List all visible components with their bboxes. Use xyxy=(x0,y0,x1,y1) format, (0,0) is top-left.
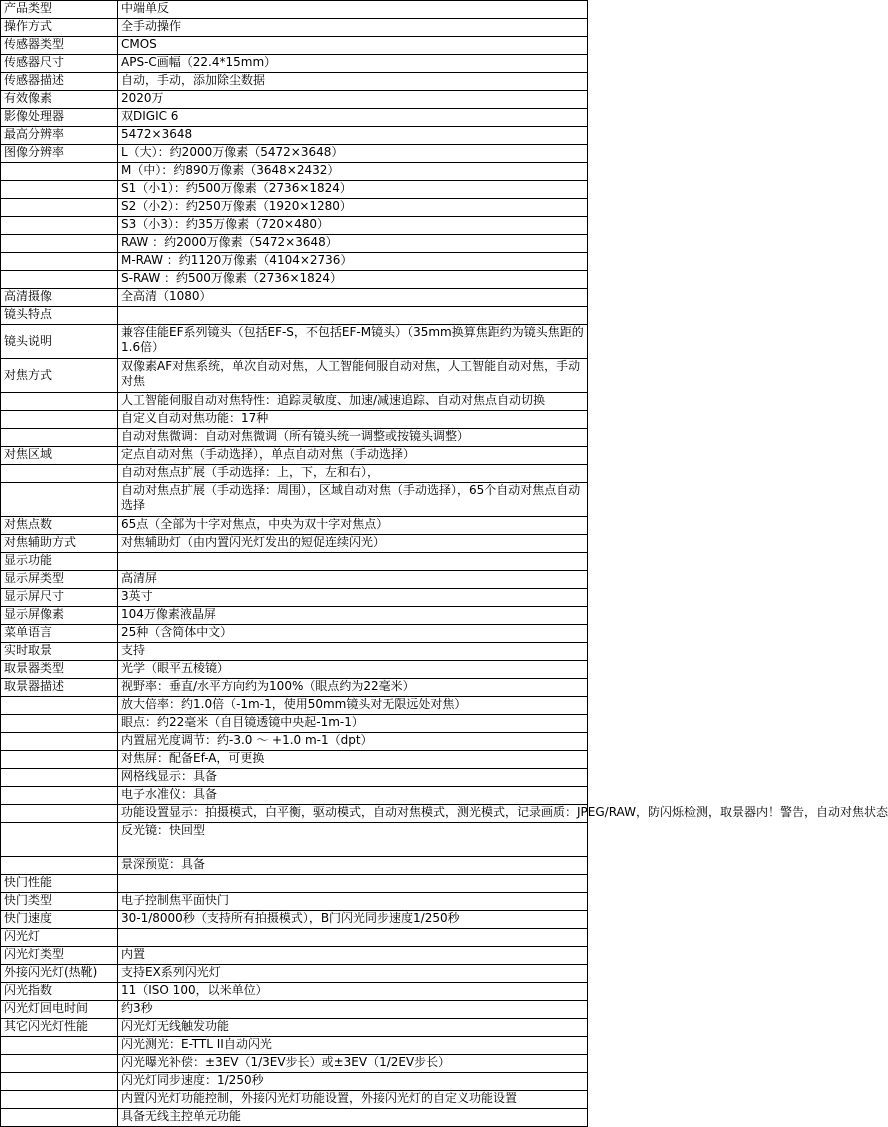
spec-label: 操作方式 xyxy=(1,19,118,37)
table-row xyxy=(1,145,588,163)
spec-value: 全手动操作 xyxy=(118,19,588,37)
spec-label: 快门类型 xyxy=(1,893,118,911)
table-row xyxy=(1,163,588,181)
spec-value: 兼容佳能EF系列镜头（包括EF-S，不包括EF-M镜头）（35mm换算焦距约为镜头焦距的1.6倍） xyxy=(118,325,588,359)
spec-label: 其它闪光灯性能 xyxy=(1,1019,118,1037)
spec-value: 双DIGIC 6 xyxy=(118,109,588,127)
spec-label: 对焦点数 xyxy=(1,517,118,535)
spec-value: 闪光曝光补偿：±3EV（1/3EV步长）或±3EV（1/2EV步长） xyxy=(118,1055,588,1073)
spec-label: 闪光灯类型 xyxy=(1,947,118,965)
spec-label xyxy=(1,1091,118,1109)
table-row xyxy=(1,715,588,733)
spec-value: 放大倍率：约1.0倍（-1m-1，使用50mm镜头对无限远处对焦） xyxy=(118,697,588,715)
table-row xyxy=(1,127,588,145)
table-row xyxy=(1,253,588,271)
spec-value: 5472×3648 xyxy=(118,127,588,145)
spec-value: 中端单反 xyxy=(118,1,588,19)
spec-value: 11（ISO 100，以米单位） xyxy=(118,983,588,1001)
spec-label: 有效像素 xyxy=(1,91,118,109)
table-row xyxy=(1,823,588,857)
table-row xyxy=(1,625,588,643)
spec-value: 电子控制焦平面快门 xyxy=(118,893,588,911)
spec-value: 闪光测光：E-TTL II自动闪光 xyxy=(118,1037,588,1055)
spec-label xyxy=(1,429,118,447)
spec-value: 内置闪光灯功能控制，外接闪光灯功能设置，外接闪光灯的自定义功能设置 xyxy=(118,1091,588,1109)
table-row xyxy=(1,751,588,769)
table-row xyxy=(1,19,588,37)
spec-value: 闪光灯同步速度：1/250秒 xyxy=(118,1073,588,1091)
table-row xyxy=(1,769,588,787)
spec-label: 显示屏像素 xyxy=(1,607,118,625)
spec-label: 取景器类型 xyxy=(1,661,118,679)
spec-label: 影像处理器 xyxy=(1,109,118,127)
spec-label xyxy=(1,697,118,715)
spec-label xyxy=(1,393,118,411)
spec-value: 对焦辅助灯（由内置闪光灯发出的短促连续闪光） xyxy=(118,535,588,553)
spec-label xyxy=(1,1109,118,1127)
table-row xyxy=(1,589,588,607)
spec-label xyxy=(1,483,118,517)
table-row xyxy=(1,483,588,517)
table-row xyxy=(1,37,588,55)
spec-value xyxy=(118,553,588,571)
spec-label xyxy=(1,253,118,271)
spec-value: L（大）：约2000万像素（5472×3648） xyxy=(118,145,588,163)
table-row xyxy=(1,1109,588,1127)
spec-value: 全高清（1080） xyxy=(118,289,588,307)
spec-label: 显示屏类型 xyxy=(1,571,118,589)
table-row xyxy=(1,1055,588,1073)
spec-value: 视野率：垂直/水平方向约为100%（眼点约为22毫米） xyxy=(118,679,588,697)
spec-label xyxy=(1,751,118,769)
table-row xyxy=(1,607,588,625)
spec-value: 25种（含简体中文） xyxy=(118,625,588,643)
table-row xyxy=(1,465,588,483)
spec-label: 对焦区域 xyxy=(1,447,118,465)
spec-value: 双像素AF对焦系统，单次自动对焦，人工智能伺服自动对焦，人工智能自动对焦，手动对焦 xyxy=(118,359,588,393)
spec-value xyxy=(118,929,588,947)
table-row xyxy=(1,325,588,359)
spec-label xyxy=(1,733,118,751)
spec-value: 反光镜：快回型 xyxy=(118,823,588,857)
table-row xyxy=(1,217,588,235)
table-row xyxy=(1,447,588,465)
table-row xyxy=(1,181,588,199)
spec-value: 104万像素液晶屏 xyxy=(118,607,588,625)
spec-label xyxy=(1,805,118,823)
spec-value: M-RAW ：约1120万像素（4104×2736） xyxy=(118,253,588,271)
spec-value: APS-C画幅（22.4*15mm） xyxy=(118,55,588,73)
spec-table-body xyxy=(1,1,888,1127)
table-row xyxy=(1,73,588,91)
spec-label: 图像分辨率 xyxy=(1,145,118,163)
spec-label: 产品类型 xyxy=(1,1,118,19)
spec-label: 实时取景 xyxy=(1,643,118,661)
spec-value: 30-1/8000秒（支持所有拍摄模式），B门闪光同步速度1/250秒 xyxy=(118,911,588,929)
spec-label: 对焦方式 xyxy=(1,359,118,393)
spec-label: 最高分辨率 xyxy=(1,127,118,145)
spec-label: 快门速度 xyxy=(1,911,118,929)
spec-label: 传感器尺寸 xyxy=(1,55,118,73)
spec-label: 显示屏尺寸 xyxy=(1,589,118,607)
spec-label: 传感器描述 xyxy=(1,73,118,91)
table-row xyxy=(1,429,588,447)
spec-value: 自动，手动，添加除尘数据 xyxy=(118,73,588,91)
table-row xyxy=(1,393,588,411)
table-row xyxy=(1,929,588,947)
spec-label xyxy=(1,1073,118,1091)
spec-label xyxy=(1,217,118,235)
spec-value: S3（小3）：约35万像素（720×480） xyxy=(118,217,588,235)
table-row xyxy=(1,911,588,929)
table-row xyxy=(1,109,588,127)
table-row xyxy=(1,307,588,325)
spec-label: 闪光灯 xyxy=(1,929,118,947)
table-row xyxy=(1,517,588,535)
spec-value: 电子水准仪：具备 xyxy=(118,787,588,805)
table-row xyxy=(1,289,588,307)
table-row xyxy=(1,643,588,661)
table-row xyxy=(1,571,588,589)
spec-label: 镜头特点 xyxy=(1,307,118,325)
spec-value: 65点（全部为十字对焦点，中央为双十字对焦点） xyxy=(118,517,588,535)
spec-value: S1（小1）：约500万像素（2736×1824） xyxy=(118,181,588,199)
spec-label: 高清摄像 xyxy=(1,289,118,307)
spec-value: 对焦屏：配备Ef-A，可更换 xyxy=(118,751,588,769)
spec-value: S-RAW ：约500万像素（2736×1824） xyxy=(118,271,588,289)
spec-label xyxy=(1,857,118,875)
spec-label xyxy=(1,1037,118,1055)
spec-label xyxy=(1,823,118,857)
spec-value: 支持EX系列闪光灯 xyxy=(118,965,588,983)
table-row xyxy=(1,787,588,805)
spec-label xyxy=(1,235,118,253)
table-row xyxy=(1,411,588,429)
spec-value: 定点自动对焦（手动选择），单点自动对焦（手动选择） xyxy=(118,447,588,465)
table-row xyxy=(1,535,588,553)
spec-value: 光学（眼平五棱镜） xyxy=(118,661,588,679)
spec-label xyxy=(1,163,118,181)
table-row xyxy=(1,857,588,875)
spec-value: CMOS xyxy=(118,37,588,55)
spec-label: 对焦辅助方式 xyxy=(1,535,118,553)
table-row xyxy=(1,1001,588,1019)
spec-value xyxy=(118,307,588,325)
spec-label: 外接闪光灯(热靴) xyxy=(1,965,118,983)
table-row xyxy=(1,271,588,289)
spec-value: 内置 xyxy=(118,947,588,965)
spec-label xyxy=(1,465,118,483)
table-row xyxy=(1,1037,588,1055)
table-row xyxy=(1,697,588,715)
spec-label xyxy=(1,199,118,217)
table-row xyxy=(1,661,588,679)
spec-label xyxy=(1,181,118,199)
table-row xyxy=(1,235,588,253)
spec-value: 景深预览：具备 xyxy=(118,857,588,875)
spec-label xyxy=(1,1055,118,1073)
spec-label: 快门性能 xyxy=(1,875,118,893)
spec-value: 自动对焦微调：自动对焦微调（所有镜头统一调整或按镜头调整） xyxy=(118,429,588,447)
spec-value: 内置屈光度调节：约-3.0 ～ +1.0 m-1（dpt） xyxy=(118,733,588,751)
spec-value: 3英寸 xyxy=(118,589,588,607)
spec-value: 约3秒 xyxy=(118,1001,588,1019)
spec-value: 具备无线主控单元功能 xyxy=(118,1109,588,1127)
spec-label: 镜头说明 xyxy=(1,325,118,359)
table-row xyxy=(1,553,588,571)
table-row xyxy=(1,1091,588,1109)
spec-value: RAW ：约2000万像素（5472×3648） xyxy=(118,235,588,253)
spec-label: 闪光指数 xyxy=(1,983,118,1001)
spec-value: 高清屏 xyxy=(118,571,588,589)
table-row xyxy=(1,679,588,697)
spec-label: 取景器描述 xyxy=(1,679,118,697)
table-row xyxy=(1,55,588,73)
spec-label xyxy=(1,271,118,289)
table-row xyxy=(1,1,588,19)
table-row xyxy=(1,1019,588,1037)
table-row xyxy=(1,91,588,109)
spec-value: M（中）：约890万像素（3648×2432） xyxy=(118,163,588,181)
table-row xyxy=(1,947,588,965)
table-row xyxy=(1,875,588,893)
spec-value: 闪光灯无线触发功能 xyxy=(118,1019,588,1037)
table-row xyxy=(1,733,588,751)
spec-value: 自定义自动对焦功能：17种 xyxy=(118,411,588,429)
spec-label xyxy=(1,411,118,429)
spec-label xyxy=(1,769,118,787)
spec-value: 人工智能伺服自动对焦特性：追踪灵敏度、加速/减速追踪、自动对焦点自动切换 xyxy=(118,393,588,411)
table-row xyxy=(1,893,588,911)
spec-label: 菜单语言 xyxy=(1,625,118,643)
table-row xyxy=(1,359,588,393)
spec-label: 闪光灯回电时间 xyxy=(1,1001,118,1019)
spec-label: 显示功能 xyxy=(1,553,118,571)
spec-label xyxy=(1,715,118,733)
spec-value: 眼点：约22毫米（自目镜透镜中央起-1m-1） xyxy=(118,715,588,733)
spec-value: 网格线显示：具备 xyxy=(118,769,588,787)
spec-value: 自动对焦点扩展（手动选择：周围），区域自动对焦（手动选择），65个自动对焦点自动选择 xyxy=(118,483,588,517)
spec-label xyxy=(1,787,118,805)
table-row xyxy=(1,1073,588,1091)
spec-value: S2（小2）：约250万像素（1920×1280） xyxy=(118,199,588,217)
spec-label: 传感器类型 xyxy=(1,37,118,55)
table-row xyxy=(1,983,588,1001)
spec-value: 2020万 xyxy=(118,91,588,109)
spec-value xyxy=(118,875,588,893)
table-row xyxy=(1,805,588,823)
spec-value: 功能设置显示：拍摄模式，白平衡，驱动模式，自动对焦模式，测光模式，记录画质：JPEG/RAW，防闪烁检测，取景器内！警告，自动对焦状态 xyxy=(118,805,588,823)
spec-value: 自动对焦点扩展（手动选择：上，下，左和右）， xyxy=(118,465,588,483)
spec-value: 支持 xyxy=(118,643,588,661)
table-row xyxy=(1,199,588,217)
table-row xyxy=(1,965,588,983)
